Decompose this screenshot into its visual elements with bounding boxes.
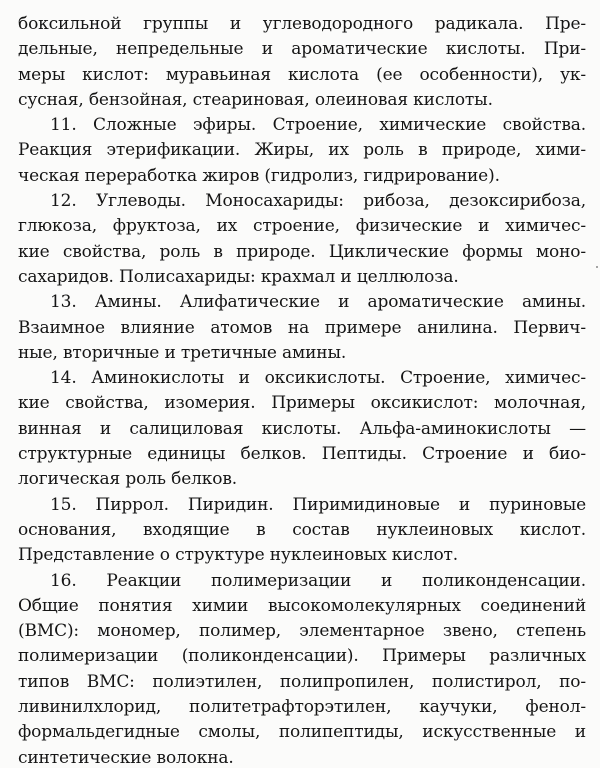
section-15-heading-line: 15. Пиррол. Пиридин. Пиримидиновые и пуриновые — [50, 494, 586, 515]
text-line: Общие понятия химии высокомолекулярных соединений — [18, 595, 586, 616]
text-line: сахаридов. Полисахариды: крахмал и целлюлоза. — [18, 266, 459, 287]
text-line: Реакция этерификации. Жиры, их роль в природе, хими- — [18, 140, 586, 161]
text-line: логическая роль белков. — [18, 469, 238, 490]
text-line: полимеризации (поликонденсации). Примеры различных — [18, 646, 586, 667]
text-line: основания, входящие в состав нуклеиновых кислот. — [18, 519, 586, 540]
text-line: ливинилхлорид, политетрафторэтилен, каучуки, фенол- — [18, 697, 586, 718]
section-12-heading-line: 12. Углеводы. Моносахариды: рибоза, дезоксирибоза, — [50, 191, 586, 212]
section-11-heading-line: 11. Сложные эфиры. Строение, химические свойства. — [50, 115, 586, 136]
text-line: дельные, непредельные и ароматические кислоты. При- — [18, 39, 586, 60]
text-line: формальдегидные смолы, полипептиды, искусственные и — [18, 722, 586, 743]
text-line: винная и салициловая кислоты. Альфа-аминокислоты — — [18, 418, 586, 439]
text-line: структурные единицы белков. Пептиды. Строение и био- — [18, 444, 586, 465]
section-16-heading-line: 16. Реакции полимеризации и поликонденсации. — [50, 570, 586, 591]
text-line: кие свойства, изомерия. Примеры оксикислот: молочная, — [18, 393, 586, 414]
document-text — [18, 12, 586, 768]
text-line: кие свойства, роль в природе. Циклические формы моно- — [18, 241, 586, 262]
text-line: ческая переработка жиров (гидролиз, гидрирование). — [18, 165, 500, 186]
text-line: сусная, бензойная, стеариновая, олеиновая кислоты. — [18, 89, 493, 110]
text-line: Взаимное влияние атомов на примере анилина. Первич- — [18, 317, 586, 338]
text-line: типов ВМС: полиэтилен, полипропилен, полистирол, по- — [18, 671, 586, 692]
text-line: (ВМС): мономер, полимер, элементарное звено, степень — [18, 621, 586, 642]
page-speck-mark — [596, 266, 598, 268]
text-line: Представление о структуре нуклеиновых кислот. — [18, 545, 459, 566]
section-14-heading-line: 14. Аминокислоты и оксикислоты. Строение, химичес- — [50, 368, 586, 389]
text-line: боксильной группы и углеводородного радикала. Пре- — [18, 14, 586, 34]
text-line: ные, вторичные и третичные амины. — [18, 342, 347, 363]
section-13-heading-line: 13. Амины. Алифатические и ароматические амины. — [50, 292, 586, 313]
text-line: меры кислот: муравьиная кислота (ее особенности), ук- — [18, 64, 586, 85]
text-line: глюкоза, фруктоза, их строение, физические и химичес- — [18, 216, 586, 237]
text-line: синтетические волокна. — [18, 747, 234, 768]
